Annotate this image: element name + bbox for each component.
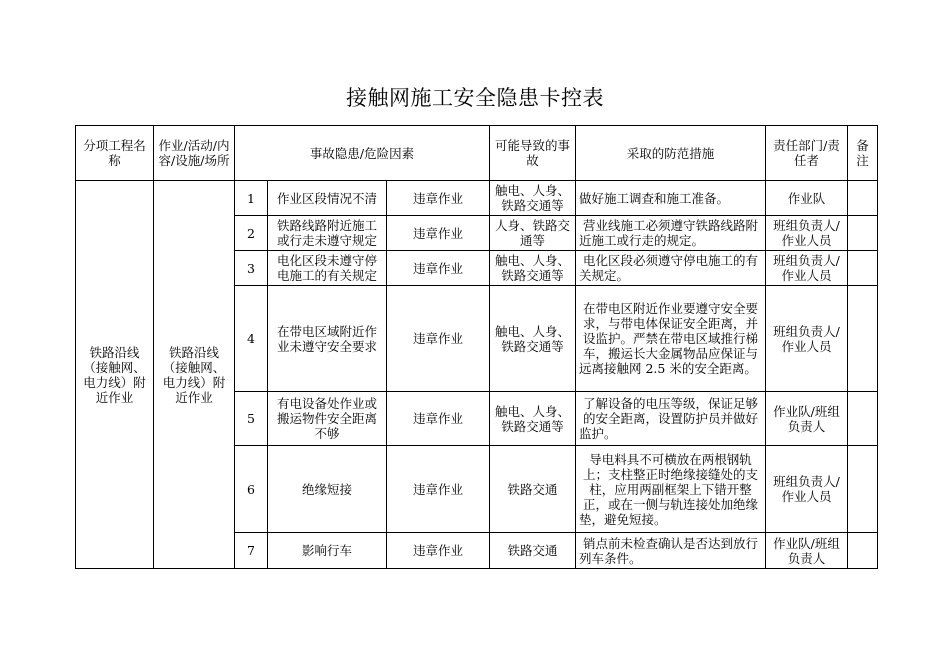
remark-cell (848, 181, 878, 216)
row-number: 6 (235, 446, 268, 533)
row-number: 2 (235, 216, 268, 251)
responsible-cell: 作业队/班组负责人 (766, 392, 848, 446)
category-cell: 违章作业 (387, 181, 490, 216)
header-accident: 可能导致的事故 (490, 126, 576, 181)
remark-cell (848, 446, 878, 533)
measure-cell: 了解设备的电压等级，保证足够的安全距离，设置防护员并做好监护。 (576, 392, 766, 446)
measure-cell: 营业线施工必须遵守铁路线路附近施工或行走的规定。 (576, 216, 766, 251)
hazard-cell: 有电设备处作业或搬运物件安全距离不够 (268, 392, 387, 446)
accident-cell: 触电、人身、铁路交通等 (490, 392, 576, 446)
category-cell: 违章作业 (387, 533, 490, 569)
category-cell: 违章作业 (387, 286, 490, 392)
hazard-cell: 在带电区域附近作业未遵守安全要求 (268, 286, 387, 392)
row-number: 1 (235, 181, 268, 216)
responsible-cell: 班组负责人/作业人员 (766, 286, 848, 392)
header-hazard: 事故隐患/危险因素 (235, 126, 490, 181)
row-number: 4 (235, 286, 268, 392)
hazard-cell: 作业区段情况不清 (268, 181, 387, 216)
accident-cell: 铁路交通 (490, 533, 576, 569)
measure-cell: 做好施工调查和施工准备。 (576, 181, 766, 216)
header-activity: 作业/活动/内容/设施/场所 (154, 126, 235, 181)
row-number: 3 (235, 251, 268, 286)
category-cell: 违章作业 (387, 446, 490, 533)
header-project: 分项工程名称 (76, 126, 154, 181)
remark-cell (848, 533, 878, 569)
hazard-control-table (75, 125, 878, 569)
measure-cell: 导电料具不可横放在两根钢轨上；支柱整正时绝缘接缝处的支柱，应用两副框架上下错开整正，或在一侧与轨连接处加绝缘垫，避免短接。 (576, 446, 766, 533)
accident-cell: 触电、人身、铁路交通等 (490, 251, 576, 286)
project-name-cell: 铁路沿线（接触网、电力线）附近作业 (76, 181, 154, 569)
accident-cell: 铁路交通 (490, 446, 576, 533)
hazard-cell: 电化区段未遵守停电施工的有关规定 (268, 251, 387, 286)
activity-name-cell: 铁路沿线（接触网、电力线）附近作业 (154, 181, 235, 569)
measure-cell: 销点前未检查确认是否达到放行列车条件。 (576, 533, 766, 569)
measure-cell: 电化区段必须遵守停电施工的有关规定。 (576, 251, 766, 286)
category-cell: 违章作业 (387, 216, 490, 251)
remark-cell (848, 392, 878, 446)
hazard-cell: 影响行车 (268, 533, 387, 569)
page-title: 接触网施工安全隐患卡控表 (346, 86, 604, 110)
remark-cell (848, 216, 878, 251)
hazard-cell: 铁路线路附近施工或行走未遵守规定 (268, 216, 387, 251)
responsible-cell: 作业队 (766, 181, 848, 216)
category-cell: 违章作业 (387, 251, 490, 286)
accident-cell: 触电、人身、铁路交通等 (490, 181, 576, 216)
responsible-cell: 作业队/班组负责人 (766, 533, 848, 569)
header-measures: 采取的防范措施 (576, 126, 766, 181)
header-remark: 备注 (848, 126, 878, 181)
table-row (76, 181, 878, 216)
responsible-cell: 班组负责人/作业人员 (766, 216, 848, 251)
row-number: 5 (235, 392, 268, 446)
category-cell: 违章作业 (387, 392, 490, 446)
remark-cell (848, 286, 878, 392)
responsible-cell: 班组负责人/作业人员 (766, 446, 848, 533)
remark-cell (848, 251, 878, 286)
responsible-cell: 班组负责人/作业人员 (766, 251, 848, 286)
measure-cell: 在带电区附近作业要遵守安全要求，与带电体保证安全距离，并设监护。严禁在带电区域推行梯车，搬运长大金属物品应保证与远离接触网 2.5 米的安全距离。 (576, 286, 766, 392)
accident-cell: 触电、人身、铁路交通等 (490, 286, 576, 392)
header-row (76, 126, 878, 181)
header-responsible: 责任部门/责任者 (766, 126, 848, 181)
hazard-cell: 绝缘短接 (268, 446, 387, 533)
row-number: 7 (235, 533, 268, 569)
accident-cell: 人身、铁路交通等 (490, 216, 576, 251)
